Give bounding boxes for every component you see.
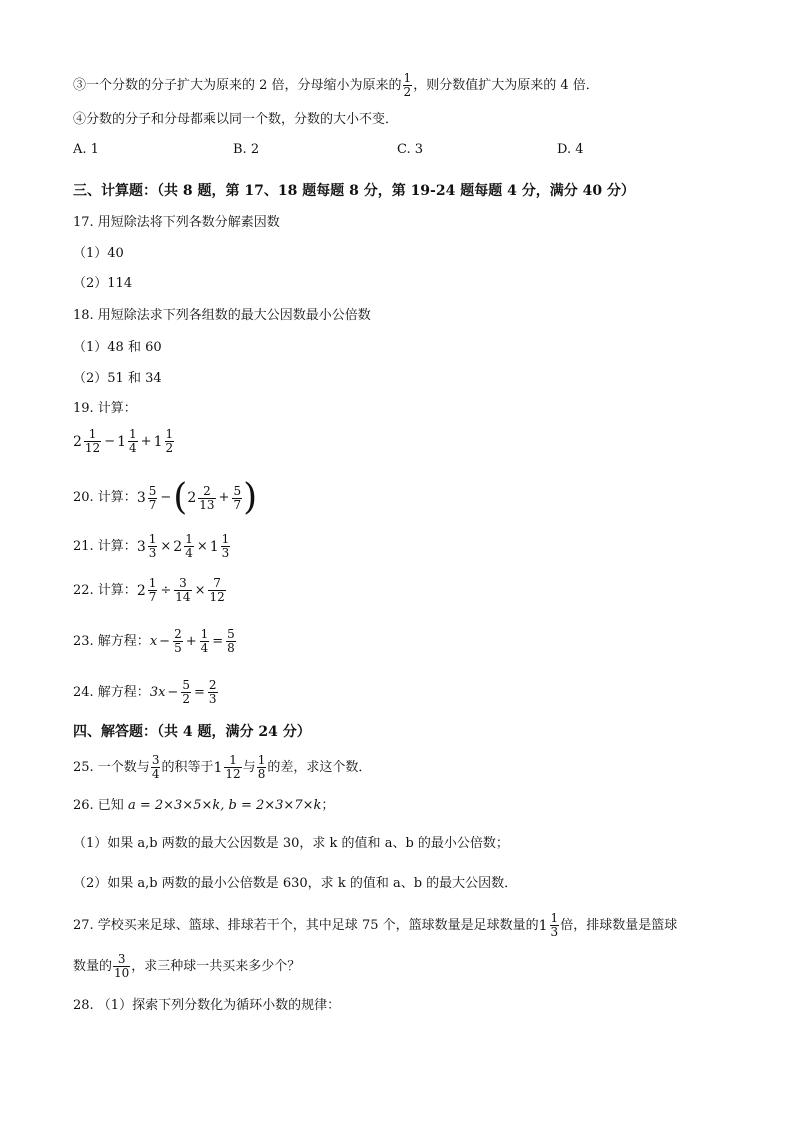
q17-title: 17. 用短除法将下列各数分解素因数 (73, 215, 280, 230)
q25: 25. 一个数与 $\frac{3}{4}$ 的积等于 1 $\frac{1}{12}$ 与 $\frac{1}{8}$ 的差，求这个数． (73, 753, 372, 781)
q22-label: 22. 计算： (73, 582, 137, 598)
q24: 24. 解方程： 3x − $\frac{5}{2}$ = $\frac{2}{3}$ (73, 678, 217, 706)
statement-3-text-end: ，则分数值扩大为原来的 4 倍． (413, 78, 599, 93)
statement-4: ④分数的分子和分母都乘以同一个数，分数的大小不变． (73, 112, 399, 127)
answer-options (0, 142, 794, 158)
q19-title: 19. 计算： (73, 401, 137, 416)
q19-expression: 2 $\frac{1}{12}$ − 1 $\frac{1}{4}$ + 1 $\frac{1}{2}$ (73, 427, 174, 455)
q24-label: 24. 解方程： (73, 684, 150, 700)
q22: 22. 计算： 2 $\frac{1}{7}$ ÷ $\frac{3}{14}$ × $\frac{7}{12}$ (73, 576, 225, 604)
option-c[interactable]: C. 3 (397, 142, 424, 157)
q17-part1: （1）40 (73, 246, 124, 261)
q28-title: 28. （1）探索下列分数化为循环小数的规律： (73, 998, 341, 1013)
q26-part2: （2）如果 a,b 两数的最小公倍数是 630，求 k 的值和 a、b 的最大公因数． (73, 876, 518, 891)
q26-part1: （1）如果 a,b 两数的最大公因数是 30，求 k 的值和 a、b 的最小公倍数； (73, 836, 509, 851)
fraction-half: $\frac{1}{2}$ (403, 71, 412, 99)
statement-3-text: ③一个分数的分子扩大为原来的 2 倍，分母缩小为原来的 (73, 78, 402, 93)
q27-line2: 数量的 $\frac{3}{10}$ ，求三种球一共买来多少个？ (73, 952, 301, 980)
section-4-heading: 四、解答题：（共 4 题，满分 24 分） (73, 724, 311, 740)
option-d[interactable]: D. 4 (557, 142, 584, 157)
section-3-heading: 三、计算题：（共 8 题，第 17、18 题每题 8 分，第 19-24 题每题 4 分，满分 40 分） (73, 183, 635, 199)
q20-label: 20. 计算： (73, 490, 137, 505)
q23: 23. 解方程： x − $\frac{2}{5}$ + $\frac{1}{4}$ = $\frac{5}{8}$ (73, 627, 235, 655)
q23-label: 23. 解方程： (73, 633, 150, 649)
q27-line1: 27. 学校买来足球、篮球、排球若干个，其中足球 75 个，篮球数量是足球数量的 1 $\frac{1}{3}$ 倍，排球数量是篮球 (73, 911, 678, 939)
option-a[interactable]: A. 1 (73, 142, 99, 157)
q18-part2: （2）51 和 34 (73, 371, 162, 386)
q21-label: 21. 计算： (73, 538, 137, 554)
option-b[interactable]: B. 2 (233, 142, 260, 157)
q18-title: 18. 用短除法求下列各组数的最大公因数最小公倍数 (73, 308, 371, 323)
q18-part1: （1）48 和 60 (73, 340, 162, 355)
statement-3 (73, 72, 599, 99)
q20: 20. 计算： 3 $\frac{5}{7}$ − ( 2 $\frac{2}{13}$ + $\frac{5}{7}$ ) (73, 477, 258, 518)
q17-part2: （2）114 (73, 276, 133, 291)
q26-given: 26. 已知 a = 2×3×5×k, b = 2×3×7×k； (73, 798, 335, 813)
q21: 21. 计算： 3 $\frac{1}{3}$ × 2 $\frac{1}{4}$ × 1 $\frac{1}{3}$ (73, 532, 230, 560)
